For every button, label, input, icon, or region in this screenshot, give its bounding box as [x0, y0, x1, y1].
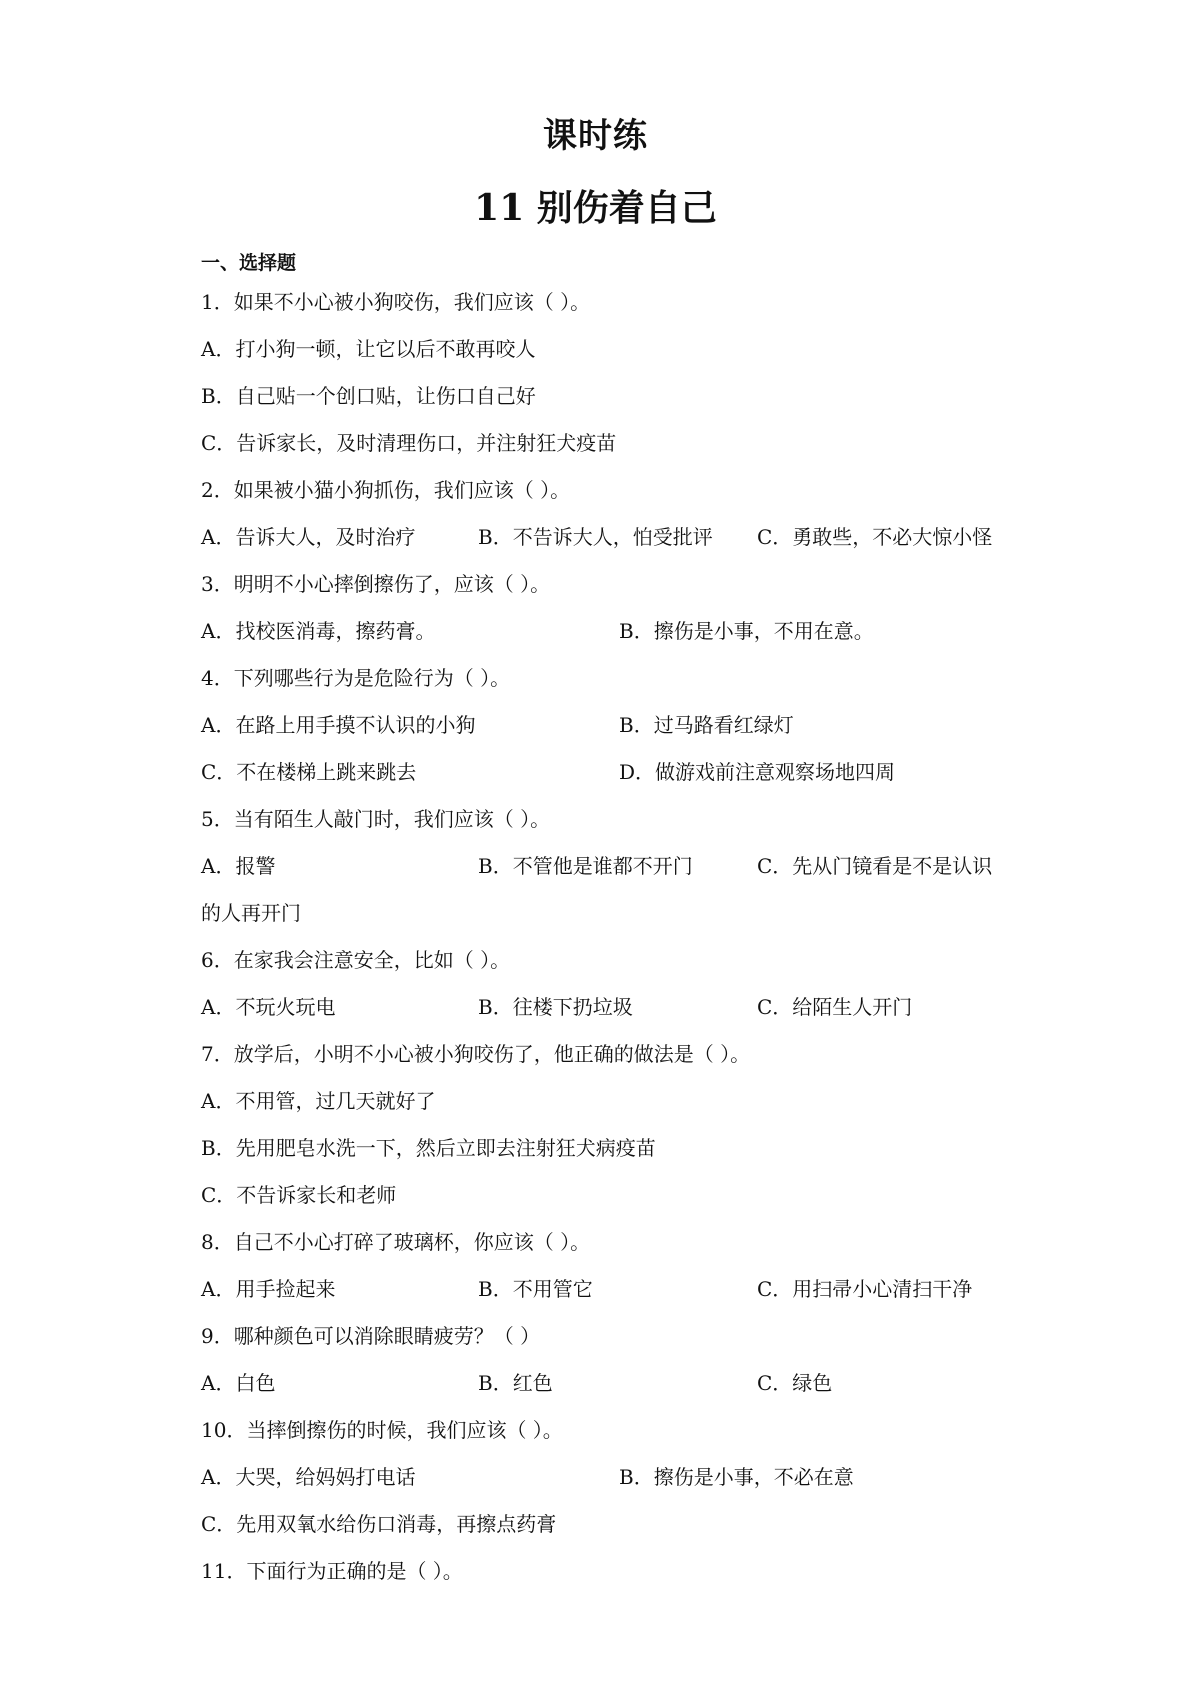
question-11-stem: 11．下面行为正确的是（ ）。	[201, 1559, 463, 1583]
question-10-stem: 10．当摔倒擦伤的时候，我们应该（ ）。	[201, 1418, 563, 1442]
question-2-stem: 2．如果被小猫小狗抓伤，我们应该（ ）。	[201, 478, 571, 502]
question-1-option-c: C．告诉家长，及时清理伤口，并注射狂犬疫苗	[201, 431, 617, 455]
question-4-option-b: B．过马路看红绿灯	[619, 713, 794, 737]
lesson-title: 11 别伤着自己	[474, 187, 717, 229]
question-5-option-c: C．先从门镜看是不是认识	[757, 854, 993, 878]
question-2-option-b: B．不告诉大人，怕受批评	[478, 525, 713, 549]
question-5-option-b: B．不管他是谁都不开门	[478, 854, 693, 878]
question-2-option-a: A．告诉大人，及时治疗	[201, 525, 416, 549]
question-4-option-c: C．不在楼梯上跳来跳去	[201, 760, 417, 784]
question-6-stem: 6．在家我会注意安全，比如（ ）。	[201, 948, 511, 972]
question-1-stem: 1．如果不小心被小狗咬伤，我们应该（ ）。	[201, 290, 591, 314]
question-8-option-c: C．用扫帚小心清扫干净	[757, 1277, 973, 1301]
question-10-option-a: A．大哭，给妈妈打电话	[201, 1465, 416, 1489]
question-6-option-c: C．给陌生人开门	[757, 995, 913, 1019]
question-9-stem: 9．哪种颜色可以消除眼睛疲劳？（ ）	[201, 1324, 541, 1348]
question-3-stem: 3．明明不小心摔倒擦伤了，应该（ ）。	[201, 572, 551, 596]
question-9-option-c: C．绿色	[757, 1371, 833, 1395]
question-9-option-a: A．白色	[201, 1371, 276, 1395]
question-5-stem: 5．当有陌生人敲门时，我们应该（ ）。	[201, 807, 551, 831]
question-7-stem: 7．放学后，小明不小心被小狗咬伤了，他正确的做法是（ ）。	[201, 1042, 751, 1066]
question-7-option-a: A．不用管，过几天就好了	[201, 1089, 436, 1113]
question-4-stem: 4．下列哪些行为是危险行为（ ）。	[201, 666, 511, 690]
question-4-option-d: D．做游戏前注意观察场地四周	[619, 760, 896, 784]
question-10-option-c: C．先用双氧水给伤口消毒，再擦点药膏	[201, 1512, 557, 1536]
question-1-option-a: A．打小狗一顿，让它以后不敢再咬人	[201, 337, 536, 361]
question-6-option-b: B．往楼下扔垃圾	[478, 995, 633, 1019]
question-9-option-b: B．红色	[478, 1371, 553, 1395]
question-8-stem: 8．自己不小心打碎了玻璃杯，你应该（ ）。	[201, 1230, 591, 1254]
question-8-option-b: B．不用管它	[478, 1277, 593, 1301]
question-2-option-c: C．勇敢些，不必大惊小怪	[757, 525, 993, 549]
question-4-option-a: A．在路上用手摸不认识的小狗	[201, 713, 476, 737]
worksheet-title: 课时练	[543, 116, 648, 156]
question-8-option-a: A．用手捡起来	[201, 1277, 336, 1301]
question-10-option-b: B．擦伤是小事，不必在意	[619, 1465, 854, 1489]
question-7-option-c: C．不告诉家长和老师	[201, 1183, 397, 1207]
question-5-option-a: A．报警	[201, 854, 276, 878]
question-1-option-b: B．自己贴一个创口贴，让伤口自己好	[201, 384, 536, 408]
question-6-option-a: A．不玩火玩电	[201, 995, 336, 1019]
question-5-option-c-continued: 的人再开门	[201, 901, 301, 925]
question-7-option-b: B．先用肥皂水洗一下，然后立即去注射狂犬病疫苗	[201, 1136, 656, 1160]
question-3-option-b: B．擦伤是小事，不用在意。	[619, 619, 874, 643]
question-3-option-a: A．找校医消毒，擦药膏。	[201, 619, 436, 643]
section-heading: 一、选择题	[201, 252, 297, 274]
